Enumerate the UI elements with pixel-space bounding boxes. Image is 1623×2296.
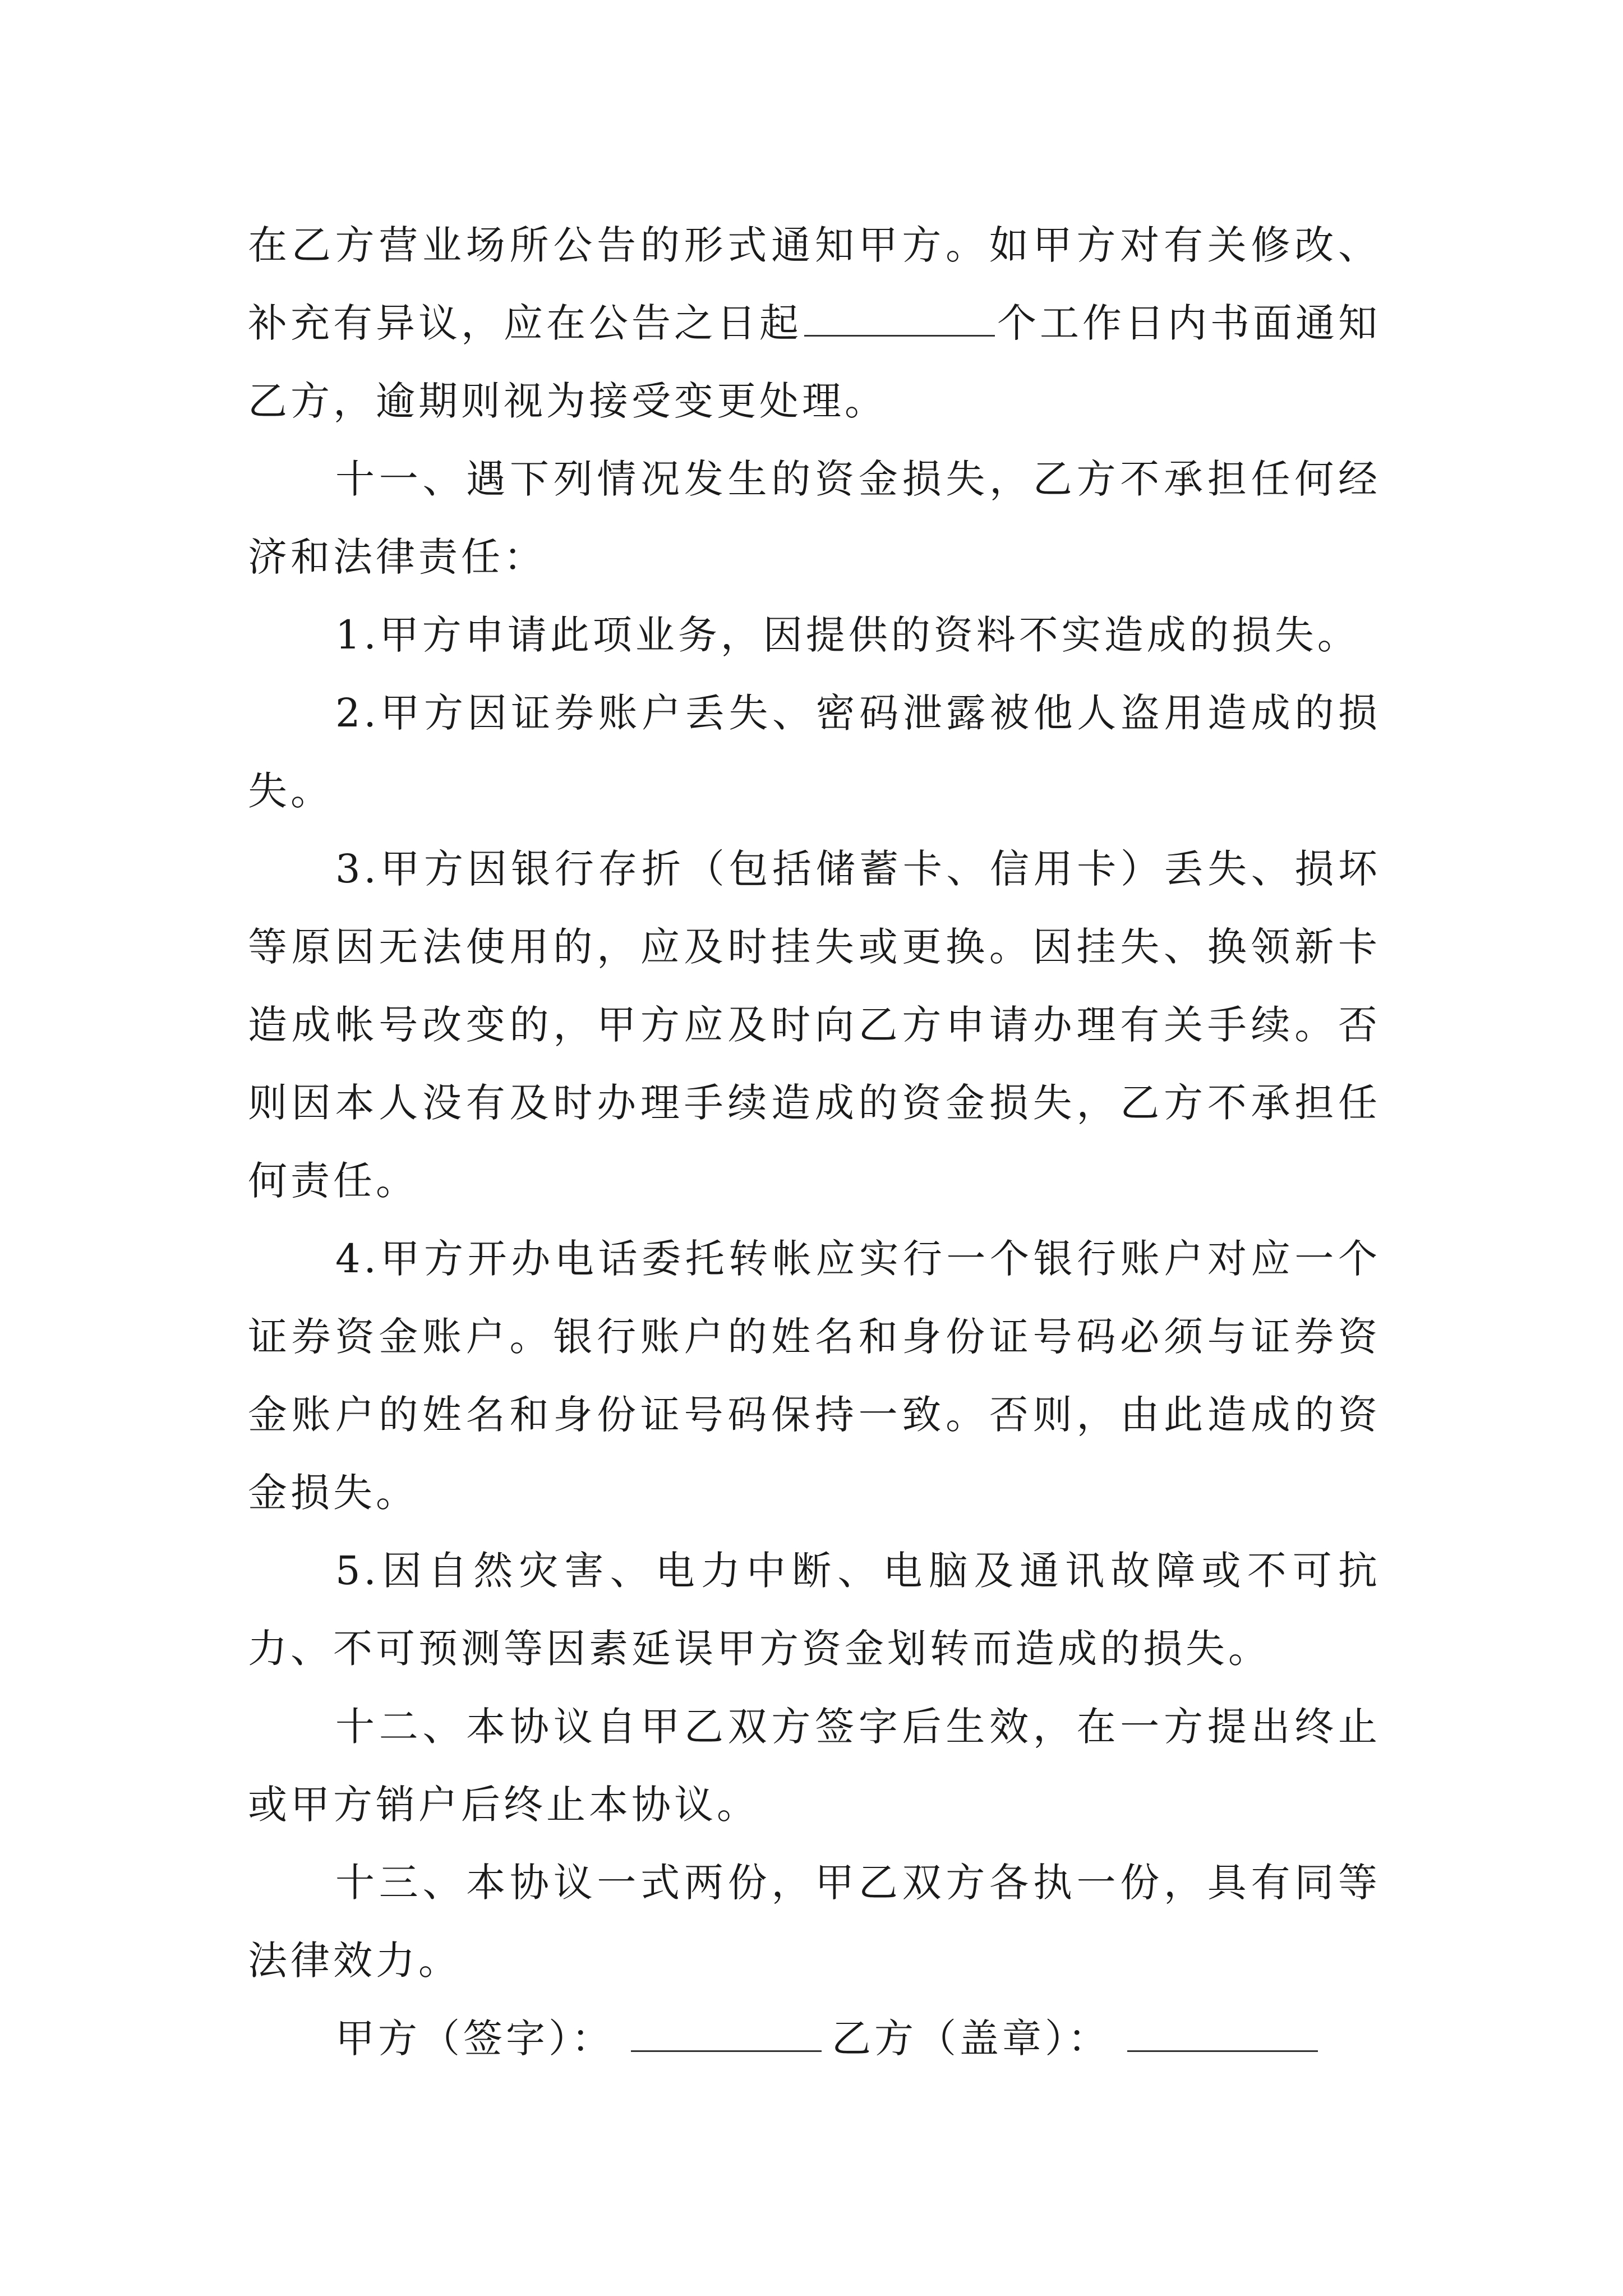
party-b-seal-blank[interactable] — [1127, 2018, 1318, 2052]
clause-11: 十一、遇下列情况发生的资金损失，乙方不承担任何经济和法律责任： — [248, 456, 1381, 580]
working-days-blank[interactable] — [804, 302, 995, 337]
signature-line — [248, 2000, 1381, 2078]
clause-11-item-2: 2.甲方因证券账户丢失、密码泄露被他人盗用造成的损失。 — [248, 690, 1381, 814]
clause-13: 十三、本协议一式两份，甲乙双方各执一份，具有同等法律效力。 — [248, 1860, 1381, 1984]
party-a-label: 甲方（签字）： — [335, 2016, 614, 2062]
paragraph-notice — [248, 206, 1381, 440]
clause-12: 十二、本协议自甲乙双方签字后生效，在一方提出终止或甲方销户后终止本协议。 — [248, 1704, 1381, 1828]
clause-11-item-5: 5.因自然灾害、电力中断、电脑及通讯故障或不可抗力、不可预测等因素延误甲方资金划转而造成的损失。 — [248, 1548, 1381, 1672]
clause-11-item-4: 4.甲方开办电话委托转帐应实行一个银行账户对应一个证券资金账户。银行账户的姓名和身份证号码必须与证券资金账户的姓名和身份证号码保持一致。否则，由此造成的资金损失。 — [248, 1236, 1381, 1516]
party-a-signature-blank[interactable] — [631, 2018, 822, 2052]
party-b-label: 乙方（盖章）： — [832, 2016, 1110, 2062]
notice-text-after-blank: 个工作日内书面通知乙方，逾期则视为接受变更处理。 — [248, 300, 1381, 424]
notice-text-before-blank: 在乙方营业场所公告的形式通知甲方。如甲方对有关修改、补充有异议，应在公告之日起 — [248, 222, 1381, 346]
clause-11-item-3: 3.甲方因银行存折（包括储蓄卡、信用卡）丢失、损坏等原因无法使用的，应及时挂失或更换。因挂失、换领新卡造成帐号改变的，甲方应及时向乙方申请办理有关手续。否则因本人没有及时办理手续造成的资金损失，乙方不承担任何责任。 — [248, 846, 1381, 1204]
clause-11-item-1: 1.甲方申请此项业务，因提供的资料不实造成的损失。 — [335, 612, 1360, 658]
document-body — [248, 206, 1381, 2078]
